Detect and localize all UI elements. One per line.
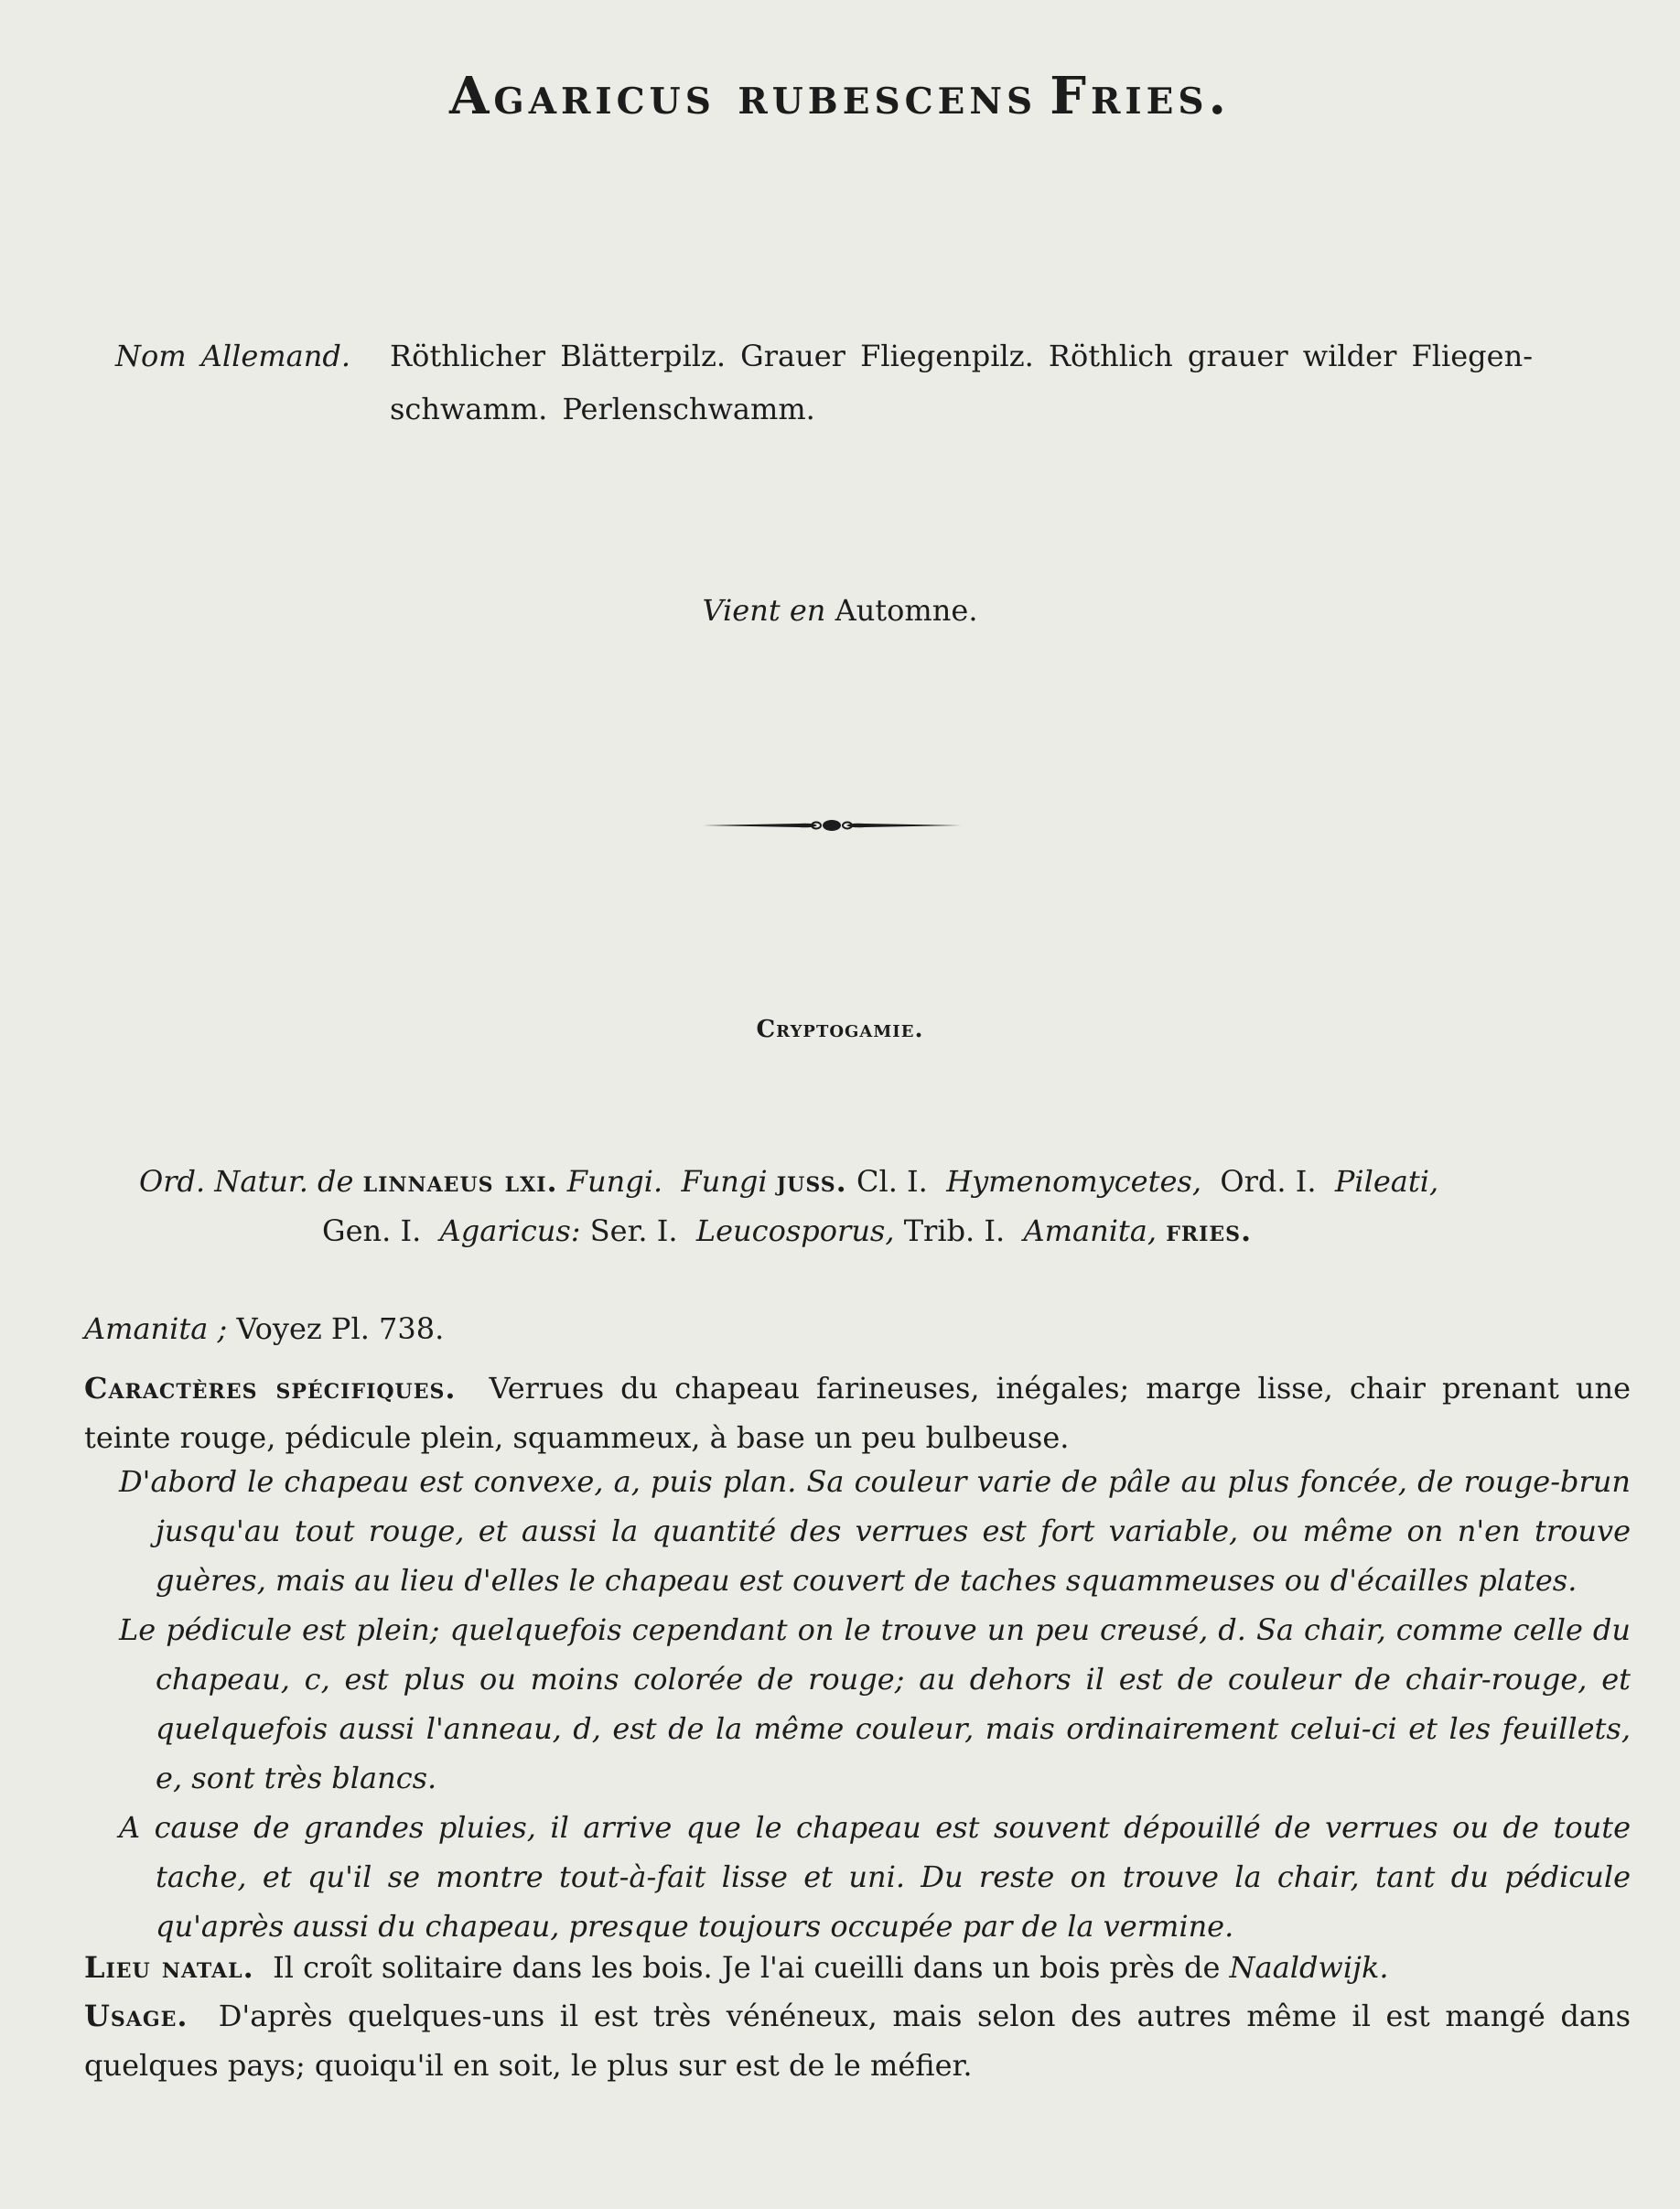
taxo-tribe: Trib. I. [903, 1213, 1006, 1248]
taxonomy [139, 1157, 1567, 1255]
german-names-label: Nom Allemand. [115, 339, 350, 373]
see-also-ref: Voyez Pl. 738. [236, 1311, 445, 1346]
taxo-pileati: Pileati, [1334, 1164, 1439, 1199]
habitat-place: Naaldwijk. [1229, 1950, 1389, 1985]
specific-characters-text: Verrues du chapeau farineuses, inégales; marge lisse, chair prenant une teinte rouge, pédicule plein, squammeux, à base un peu bulbeuse. [84, 1371, 1632, 1455]
see-also [84, 1304, 1631, 1353]
taxo-linnaeus: linnaeus lxi. [362, 1164, 558, 1199]
specific-characters [84, 1363, 1631, 1462]
taxo-ord: Ord. I. [1220, 1164, 1317, 1199]
species-name: Agaricus rubescens [448, 66, 1038, 126]
german-names-line2: schwamm. Perlenschwamm. [390, 392, 815, 426]
usage [84, 1991, 1631, 2090]
see-also-genus: Amanita ; [84, 1311, 228, 1346]
taxo-fungi-juss: Fungi [681, 1164, 768, 1199]
section-heading: Cryptogamie. [756, 1016, 924, 1043]
usage-label: Usage. [84, 1999, 188, 2033]
taxo-juss: juss. [776, 1164, 847, 1199]
habitat [84, 1943, 1631, 1992]
habitat-label: Lieu natal. [84, 1950, 254, 1985]
taxo-hymenomycetes: Hymenomycetes, [946, 1164, 1201, 1199]
specific-characters-label: Caractères spécifiques. [84, 1371, 457, 1406]
description [119, 1457, 1631, 1951]
description-paragraph: Le pédicule est plein; quelquefois cependant on le trouve un peu creusé, d. Sa chair, comme celle du chapeau, c, est plus ou moins colorée de rouge; au dehors il est de couleur de chair-rouge, et quelquefois aussi l'anneau, d, est de la même couleur, mais ordinairement celui-ci et les feuillets, e, sont très blancs. [119, 1612, 1631, 1795]
description-paragraph: A cause de grandes pluies, il arrive que le chapeau est souvent dépouillé de verrues ou de toute tache, et qu'il se montre tout-à-fait lisse et uni. Du reste on trouve la chair, tant du pédicule qu'après aussi du chapeau, presque toujours occupée par de la vermine. [119, 1810, 1631, 1944]
season-prefix: Vient en [702, 593, 826, 628]
season [0, 593, 1680, 628]
taxo-series: Ser. I. [589, 1213, 678, 1248]
taxo-agaricus: Agaricus: [439, 1213, 581, 1248]
ornament-divider [703, 814, 961, 836]
description-paragraph: D'abord le chapeau est convexe, a, puis plan. Sa couleur varie de pâle au plus foncée, de rouge-brun jusqu'au tout rouge, et aussi la quantité des verrues est fort variable, ou même on n'en trouve guères, mais au lieu d'elles le chapeau est couvert de taches squammeuses ou d'écailles plates. [119, 1464, 1631, 1598]
habitat-text: Il croît solitaire dans les bois. Je l'ai cueilli dans un bois près de [273, 1950, 1221, 1985]
taxo-leucosporus: Leucosporus, [695, 1213, 895, 1248]
taxo-class: Cl. I. [856, 1164, 928, 1199]
taxo-order: Ord. Natur. de [139, 1164, 354, 1199]
usage-text: D'après quelques-uns il est très vénéneux, mais selon des autres même il est mangé dans quelques pays; quoiqu'il en soit, le plus sur est de le méfier. [84, 1999, 1632, 2083]
taxo-amanita: Amanita, [1023, 1213, 1158, 1248]
taxo-genus: Gen. I. [322, 1213, 422, 1248]
page-title [0, 66, 1680, 126]
season-value: Automne. [835, 593, 978, 628]
taxo-fries: fries. [1166, 1213, 1253, 1248]
german-names-line1: Röthlicher Blätterpilz. Grauer Fliegenpilz. Röthlich grauer wilder Fliegen- [390, 339, 1533, 373]
taxo-fungi: Fungi. [566, 1164, 663, 1199]
author-name: Fries. [1050, 66, 1232, 126]
german-names [115, 329, 1634, 436]
